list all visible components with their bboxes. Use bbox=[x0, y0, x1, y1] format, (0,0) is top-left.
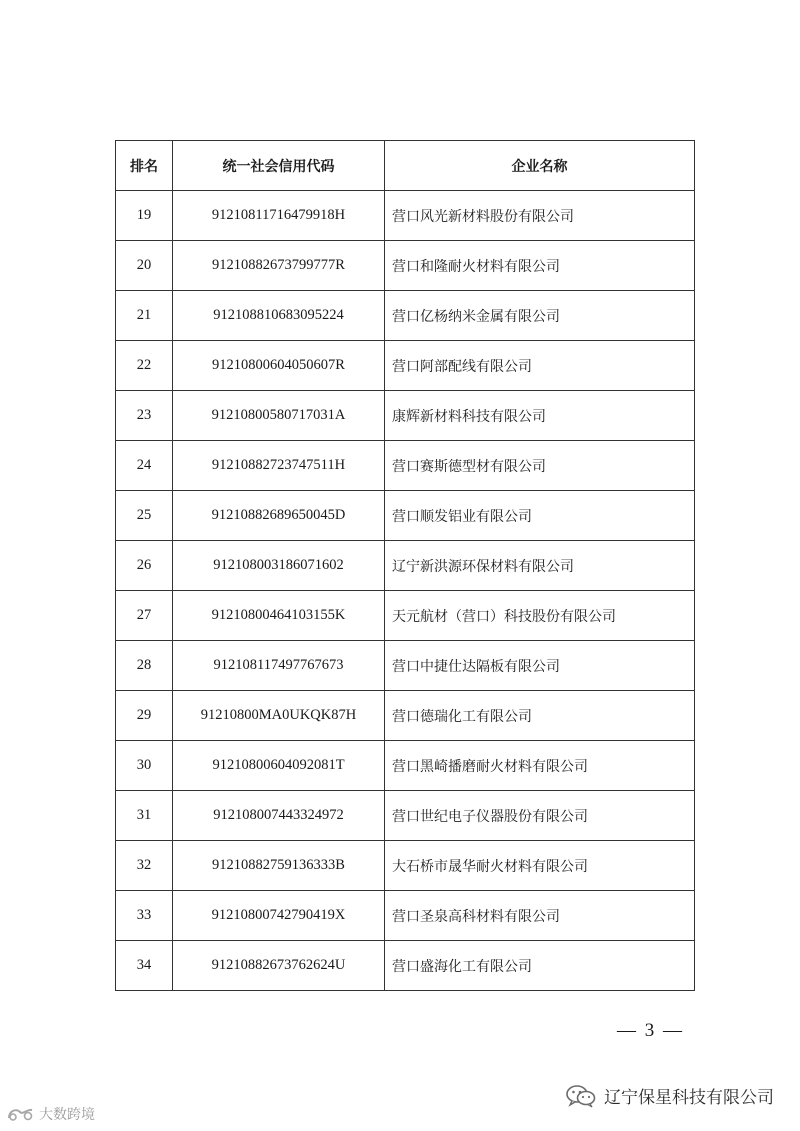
rank-cell: 30 bbox=[116, 741, 173, 791]
dashu-logo-icon bbox=[6, 1105, 36, 1123]
rank-cell: 26 bbox=[116, 541, 173, 591]
company-name-cell: 营口亿杨纳米金属有限公司 bbox=[385, 291, 695, 341]
credit-code-cell: 91210882689650045D bbox=[173, 491, 385, 541]
rank-cell: 32 bbox=[116, 841, 173, 891]
company-name-cell: 营口赛斯德型材有限公司 bbox=[385, 441, 695, 491]
company-name-cell: 康辉新材料科技有限公司 bbox=[385, 391, 695, 441]
header-company-name: 企业名称 bbox=[385, 141, 695, 191]
rank-cell: 19 bbox=[116, 191, 173, 241]
rank-cell: 28 bbox=[116, 641, 173, 691]
table-row bbox=[116, 691, 695, 741]
credit-code-cell: 91210882673762624U bbox=[173, 941, 385, 991]
rank-cell: 24 bbox=[116, 441, 173, 491]
rank-cell: 27 bbox=[116, 591, 173, 641]
table-row bbox=[116, 241, 695, 291]
table-row bbox=[116, 291, 695, 341]
table-row bbox=[116, 891, 695, 941]
credit-code-cell: 91210800742790419X bbox=[173, 891, 385, 941]
table-row bbox=[116, 641, 695, 691]
source-name: 大数跨境 bbox=[39, 1107, 95, 1123]
header-credit-code: 统一社会信用代码 bbox=[173, 141, 385, 191]
company-name-cell: 营口和隆耐火材料有限公司 bbox=[385, 241, 695, 291]
header-row bbox=[116, 141, 695, 191]
table-row bbox=[116, 491, 695, 541]
credit-code-cell: 91210811716479918H bbox=[173, 191, 385, 241]
account-watermark bbox=[566, 1083, 774, 1108]
rank-cell: 21 bbox=[116, 291, 173, 341]
table-row bbox=[116, 391, 695, 441]
company-name-cell: 营口圣泉高科材料有限公司 bbox=[385, 891, 695, 941]
company-name-cell: 大石桥市晟华耐火材料有限公司 bbox=[385, 841, 695, 891]
wechat-icon bbox=[566, 1084, 596, 1108]
credit-code-cell: 912108007443324972 bbox=[173, 791, 385, 841]
credit-code-cell: 91210800464103155K bbox=[173, 591, 385, 641]
table-row bbox=[116, 741, 695, 791]
company-name-cell: 天元航材（营口）科技股份有限公司 bbox=[385, 591, 695, 641]
table-row bbox=[116, 191, 695, 241]
table-row bbox=[116, 441, 695, 491]
company-name-cell: 营口世纪电子仪器股份有限公司 bbox=[385, 791, 695, 841]
rank-cell: 25 bbox=[116, 491, 173, 541]
credit-code-cell: 912108003186071602 bbox=[173, 541, 385, 591]
table-row bbox=[116, 941, 695, 991]
credit-code-cell: 912108810683095224 bbox=[173, 291, 385, 341]
header-rank: 排名 bbox=[116, 141, 173, 191]
rank-cell: 33 bbox=[116, 891, 173, 941]
rank-cell: 20 bbox=[116, 241, 173, 291]
credit-code-cell: 91210882673799777R bbox=[173, 241, 385, 291]
company-name-cell: 营口风光新材料股份有限公司 bbox=[385, 191, 695, 241]
table-row bbox=[116, 791, 695, 841]
company-name-cell: 营口盛海化工有限公司 bbox=[385, 941, 695, 991]
rank-cell: 34 bbox=[116, 941, 173, 991]
credit-code-cell: 91210882723747511H bbox=[173, 441, 385, 491]
company-name-cell: 营口顺发铝业有限公司 bbox=[385, 491, 695, 541]
table-row bbox=[116, 341, 695, 391]
table-row bbox=[116, 591, 695, 641]
company-name-cell: 辽宁新洪源环保材料有限公司 bbox=[385, 541, 695, 591]
table-body bbox=[116, 191, 695, 991]
account-name: 辽宁保星科技有限公司 bbox=[604, 1088, 774, 1108]
credit-code-cell: 91210800MA0UKQK87H bbox=[173, 691, 385, 741]
table-row bbox=[116, 541, 695, 591]
company-name-cell: 营口德瑞化工有限公司 bbox=[385, 691, 695, 741]
company-name-cell: 营口中捷仕达隔板有限公司 bbox=[385, 641, 695, 691]
page-number: — 3 — bbox=[617, 1020, 684, 1041]
table-header bbox=[116, 141, 695, 191]
source-watermark bbox=[6, 1104, 95, 1124]
credit-code-cell: 91210800604092081T bbox=[173, 741, 385, 791]
credit-code-cell: 91210800580717031A bbox=[173, 391, 385, 441]
credit-code-cell: 91210800604050607R bbox=[173, 341, 385, 391]
credit-code-cell: 91210882759136333B bbox=[173, 841, 385, 891]
company-name-cell: 营口阿部配线有限公司 bbox=[385, 341, 695, 391]
rank-cell: 31 bbox=[116, 791, 173, 841]
table-row bbox=[116, 841, 695, 891]
rank-cell: 29 bbox=[116, 691, 173, 741]
company-name-cell: 营口黑崎播磨耐火材料有限公司 bbox=[385, 741, 695, 791]
rank-cell: 23 bbox=[116, 391, 173, 441]
credit-code-cell: 912108117497767673 bbox=[173, 641, 385, 691]
rank-cell: 22 bbox=[116, 341, 173, 391]
enterprise-ranking-table bbox=[115, 140, 695, 991]
